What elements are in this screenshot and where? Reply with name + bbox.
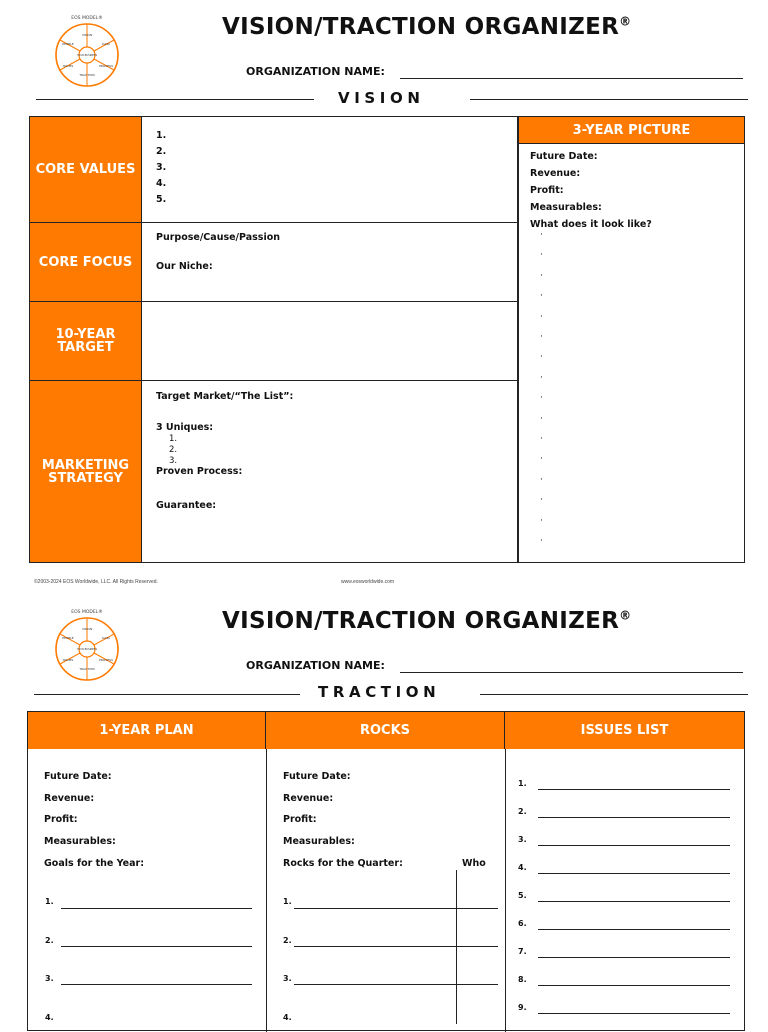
measurables-label: Measurables: [530,202,602,213]
picture-bullet: · [540,332,543,342]
profit-label: Profit: [530,185,564,196]
issue-number-4: 4. [518,863,527,872]
issue-field-4[interactable] [538,873,730,874]
picture-bullet: · [540,352,543,363]
organization-name-label: ORGANIZATION NAME: [246,65,385,78]
logo-segment-traction: TRACTION [79,73,95,77]
guarantee-label: Guarantee: [156,500,217,511]
ten-year-target-label: 10-YEAR TARGET [30,302,141,381]
section-title-traction: TRACTION [318,683,441,701]
issues-list-header: ISSUES LIST [505,712,744,749]
issue-number-2: 2. [518,807,527,816]
picture-bullet: · [540,536,543,546]
picture-bullet: · [540,270,543,281]
core-value-4: 4. [156,178,167,189]
ten-year-target-box[interactable] [141,302,517,381]
logo-segment-vision: VISION [81,33,93,37]
unique-3: 3. [169,456,178,466]
oyp-measurables: Measurables: [44,836,116,847]
goal-field-3[interactable] [61,984,252,985]
logo-2-center: YOUR BUSINESS [76,648,98,651]
footer-url: www.eosworldwide.com [341,579,395,585]
core-values-label: CORE VALUES [30,117,141,223]
issue-field-5[interactable] [538,901,730,902]
picture-bullet: · [540,372,543,383]
niche-label: Our Niche: [156,261,213,272]
rock-field-2[interactable] [294,946,498,947]
three-year-picture-header: 3-YEAR PICTURE [519,117,744,144]
issue-number-6: 6. [518,919,527,928]
core-focus-label: CORE FOCUS [30,223,141,302]
issue-field-2[interactable] [538,817,730,818]
logo-2-segment-data: DATA [102,636,110,640]
goal-number-1: 1. [45,897,54,906]
rocks-header: ROCKS [266,712,505,749]
picture-bullet: · [540,474,543,485]
rock-number-1: 1. [283,897,292,906]
marketing-strategy-label: MARKETING STRATEGY [30,381,141,562]
eos-model-logo [52,12,122,90]
logo-segment-issues: ISSUES [62,64,74,68]
picture-bullet: · [540,250,543,261]
one-year-plan-box[interactable] [28,749,265,1024]
proven-process-label: Proven Process: [156,466,243,477]
logo-center: YOUR BUSINESS [76,54,98,57]
logo-segment-process: PROCESS [98,64,114,68]
goal-number-2: 2. [45,936,54,945]
picture-bullet: · [540,311,543,322]
picture-bullet: · [540,495,543,506]
issue-field-7[interactable] [538,957,730,958]
unique-1: 1. [169,434,178,444]
picture-bullet: · [540,515,543,526]
oyp-goals: Goals for the Year: [44,858,145,869]
oyp-revenue: Revenue: [44,793,95,804]
logo-2-segment-vision: VISION [81,627,93,631]
revenue-label: Revenue: [530,168,581,179]
three-uniques-label: 3 Uniques: [156,422,214,433]
issue-field-6[interactable] [538,929,730,930]
rock-number-3: 3. [283,974,292,983]
rocks-for-quarter: Rocks for the Quarter: [283,858,403,869]
rocks-who-label: Who [462,858,486,869]
rocks-box[interactable] [266,749,504,1024]
core-value-1: 1. [156,130,167,141]
core-focus-box[interactable] [141,223,517,302]
rock-number-2: 2. [283,936,292,945]
rock-field-3[interactable] [294,984,498,985]
organization-name-field[interactable] [400,78,743,79]
organization-name-label-2: ORGANIZATION NAME: [246,659,385,672]
issue-field-3[interactable] [538,845,730,846]
who-column-divider [456,870,457,1024]
picture-bullet: · [540,434,543,444]
logo-caption: EOS MODEL® [71,16,103,21]
section-rule-left-2 [34,694,300,695]
target-market-label: Target Market/“The List”: [156,391,294,402]
logo-2-segment-process: PROCESS [98,658,114,662]
picture-bullet: · [540,454,543,465]
oyp-profit: Profit: [44,814,78,825]
look-like-label: What does it look like? [530,219,652,230]
section-rule-right-2 [480,694,748,695]
three-year-picture-box[interactable] [519,144,744,562]
core-value-3: 3. [156,162,167,173]
page-title-2: VISION/TRACTION ORGANIZER® [222,608,632,634]
future-date-label: Future Date: [530,151,598,162]
section-rule-left [36,99,314,100]
logo-2-segment-people: PEOPLE [62,636,74,640]
issue-number-5: 5. [518,891,527,900]
one-year-plan-header: 1-YEAR PLAN [28,712,266,749]
issue-number-8: 8. [518,975,527,984]
rock-number-4: 4. [283,1013,292,1022]
logo-caption-2: EOS MODEL® [71,610,103,615]
marketing-strategy-box[interactable] [141,381,517,562]
issue-field-8[interactable] [538,985,730,986]
purpose-label: Purpose/Cause/Passion [156,232,280,243]
logo-segment-people: PEOPLE [62,42,74,46]
organization-name-field-2[interactable] [400,672,743,673]
issue-number-3: 3. [518,835,527,844]
oyp-future-date: Future Date: [44,771,112,782]
rock-field-1[interactable] [294,908,498,909]
logo-2-segment-issues: ISSUES [62,658,74,662]
rocks-profit: Profit: [283,814,317,825]
issues-list-box[interactable] [505,749,744,1024]
goal-field-2[interactable] [61,946,252,947]
core-value-5: 5. [156,194,167,205]
section-rule-right [470,99,748,100]
issue-field-9[interactable] [538,1013,730,1014]
core-values-box[interactable] [141,117,517,223]
footer-copyright: ©2003-2024 EOS Worldwide, LLC. All Rights Reserved. [34,579,158,585]
goal-number-4: 4. [45,1013,54,1022]
issue-number-1: 1. [518,779,527,788]
rocks-revenue: Revenue: [283,793,334,804]
issue-number-9: 9. [518,1003,527,1012]
issue-number-7: 7. [518,947,527,956]
goal-number-3: 3. [45,974,54,983]
page-title: VISION/TRACTION ORGANIZER® [222,14,632,40]
picture-bullet: · [540,393,543,404]
core-value-2: 2. [156,146,167,157]
unique-2: 2. [169,445,178,455]
issue-field-1[interactable] [538,789,730,790]
logo-2-segment-traction: TRACTION [79,667,95,671]
picture-bullet: · [540,291,543,302]
rocks-measurables: Measurables: [283,836,355,847]
rocks-future-date: Future Date: [283,771,351,782]
picture-bullet: · [540,230,543,240]
eos-model-logo-2 [52,606,122,684]
picture-bullet: · [540,413,543,424]
logo-segment-data: DATA [102,42,110,46]
goal-field-1[interactable] [61,908,252,909]
section-title-vision: VISION [338,89,425,107]
